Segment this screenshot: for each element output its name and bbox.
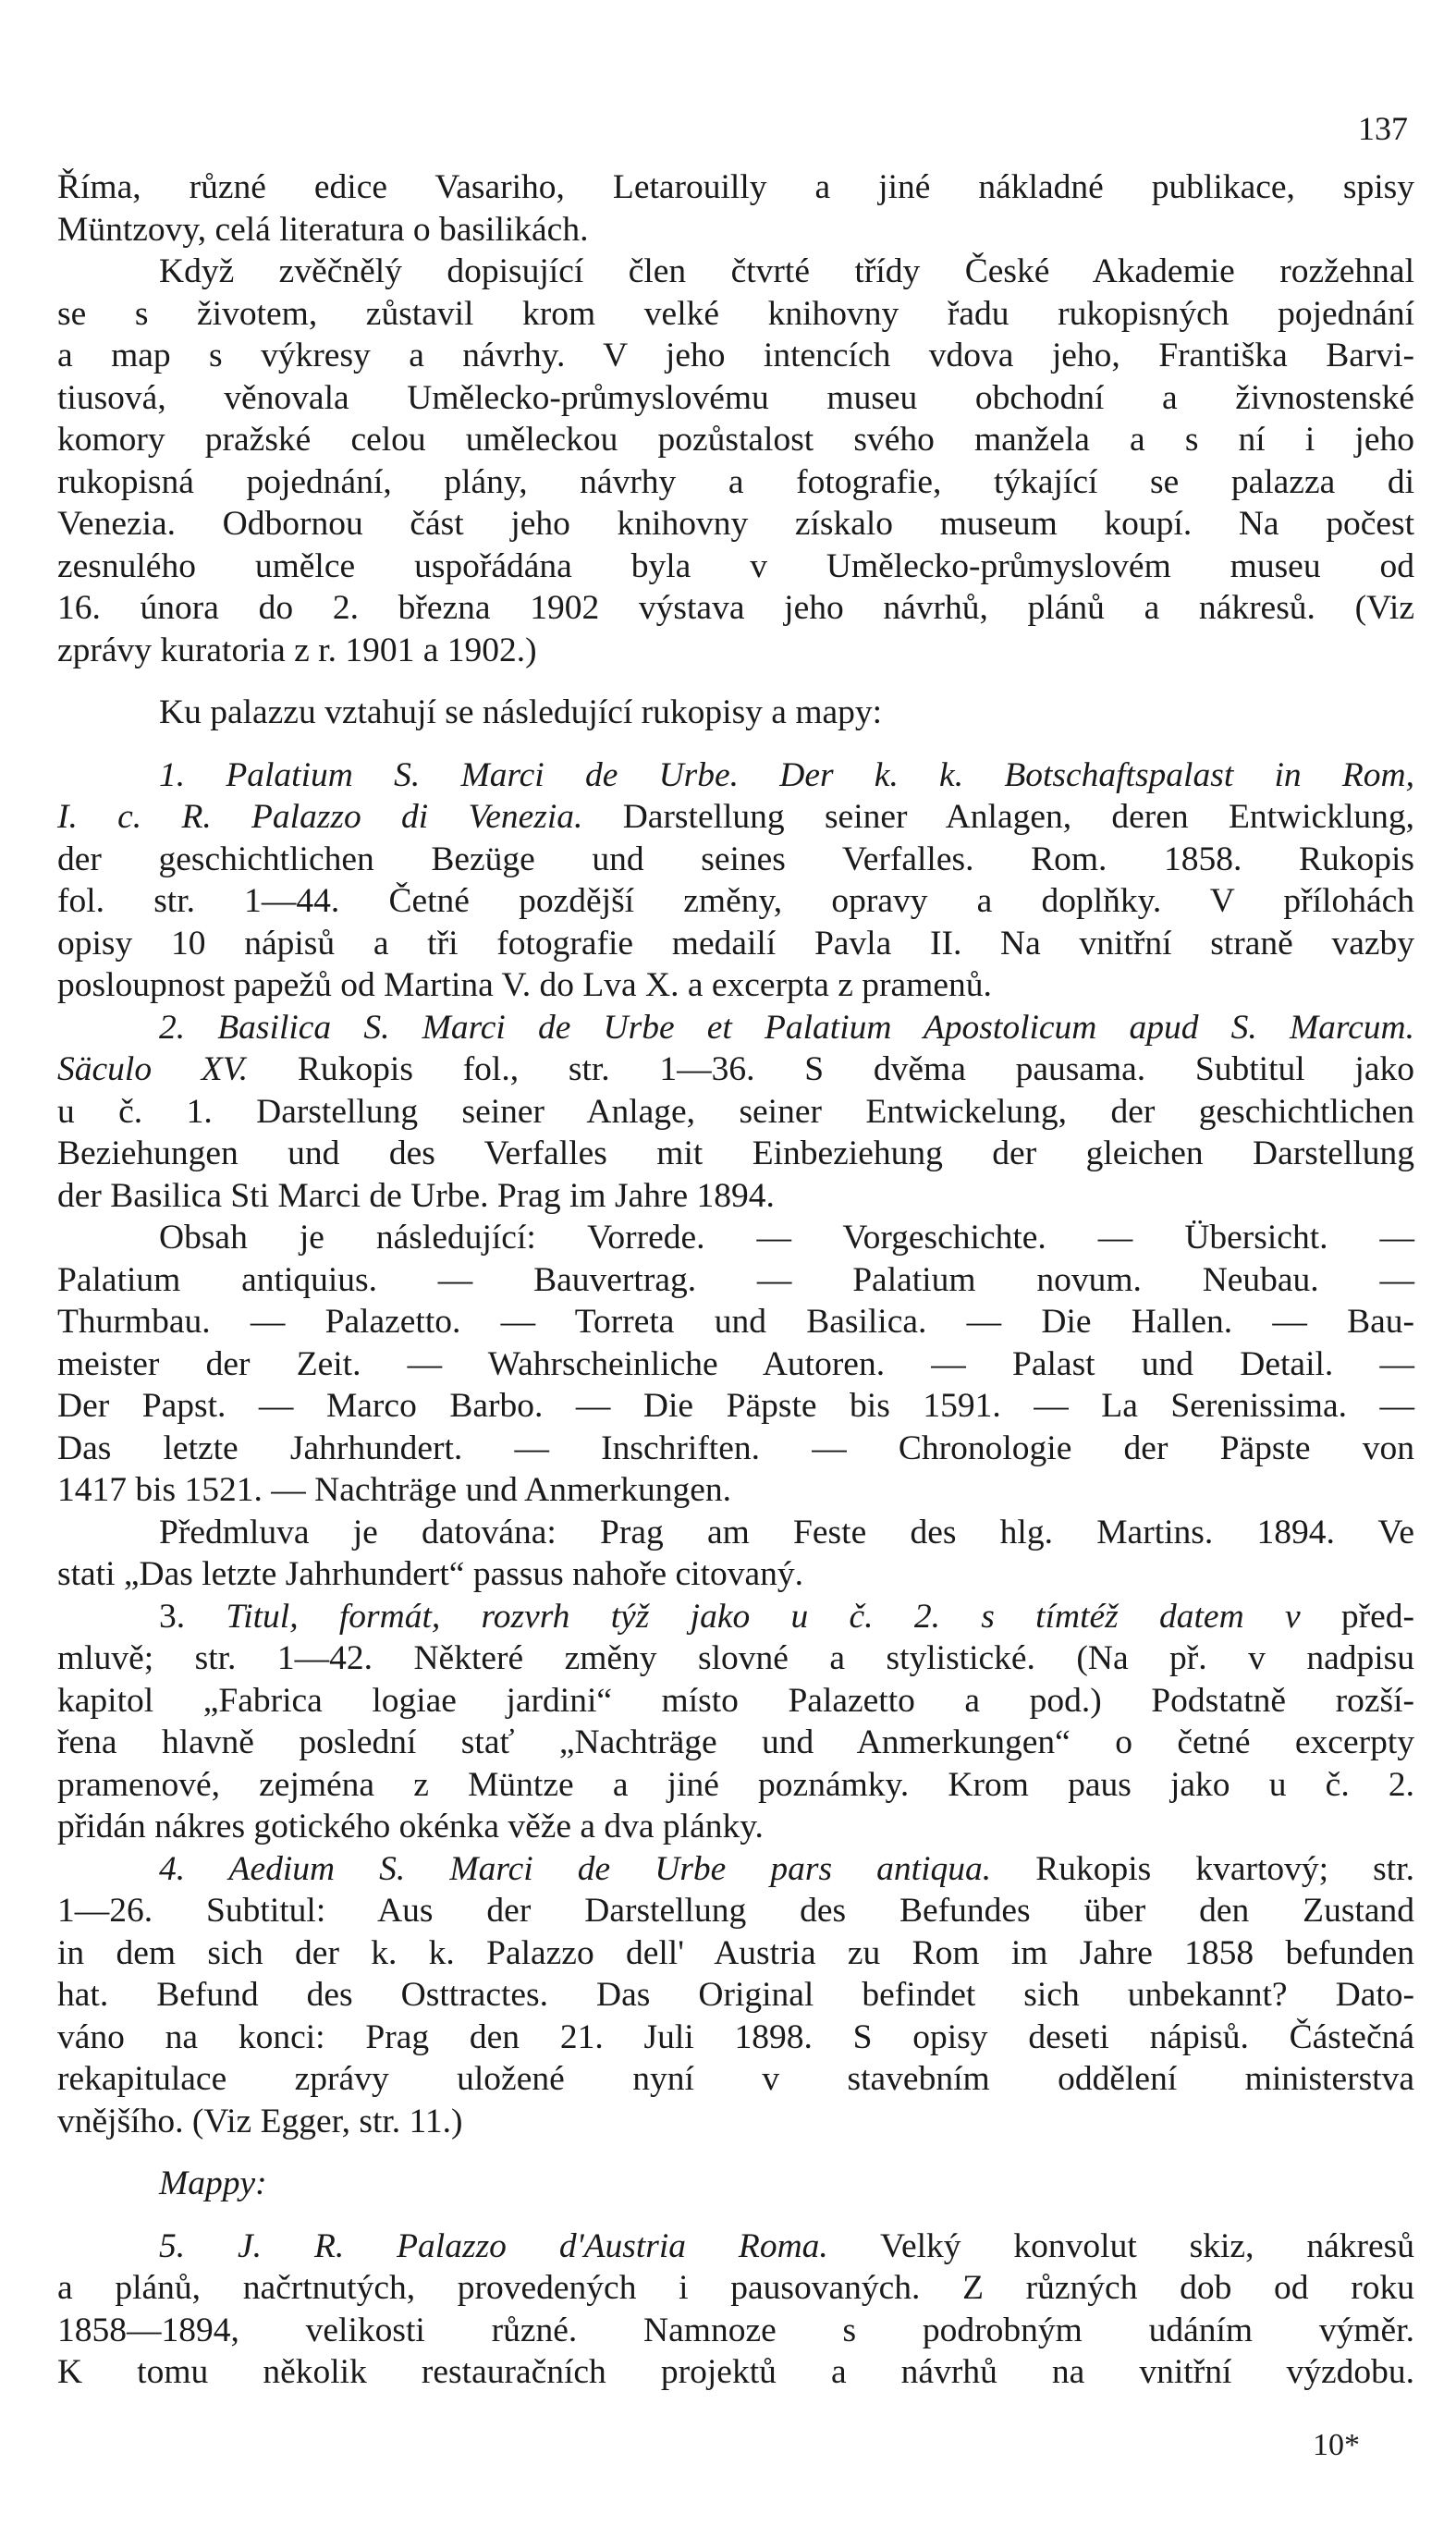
text-line	[57, 1848, 1414, 1891]
text-line	[57, 754, 1414, 797]
text-line	[57, 1596, 1414, 1638]
item-title: 4. Aedium S. Marci de Urbe pars antiqua.	[159, 1849, 992, 1888]
paragraph-contents	[57, 1217, 1414, 1512]
item-text: Darstellung seiner Anlagen, deren Entwicklung,	[582, 798, 1414, 836]
text-line	[57, 1007, 1414, 1049]
text-line: Předmluva je datována: Prag am Feste des hlg. Martins. 1894. Ve	[159, 1513, 1414, 1551]
text-line: in dem sich der k. k. Palazzo dell' Austria zu Rom im Jahre 1858 befunden	[57, 1933, 1414, 1972]
text-line: a map s výkresy a návrhy. V jeho intencích vdova jeho, Františka Barvi-	[57, 337, 1414, 374]
text-line: vnějšího. (Viz Egger, str. 11.)	[57, 2102, 463, 2140]
text-line: tiusová, věnovala Umělecko-průmyslovému museu obchodní a živnostenské	[57, 378, 1414, 417]
item-title: Titul, formát, rozvrh týž jako u č. 2. s tímtéž datem v	[226, 1597, 1301, 1636]
text-line: Das letzte Jahrhundert. — Inschriften. — Chronologie der Päpste von	[57, 1429, 1414, 1467]
text-line: stati „Das letzte Jahrhundert“ passus nahoře citovaný.	[57, 1555, 804, 1593]
text-line: 1—26. Subtitul: Aus der Darstellung des Befundes über den Zustand	[57, 1892, 1414, 1930]
text-line	[57, 796, 1414, 839]
text-line: přidán nákres gotického okénka věže a dva plánky.	[57, 1808, 764, 1845]
paragraph-preface	[57, 1512, 1414, 1596]
text-line: der geschichtlichen Bezüge und seines Verfalles. Rom. 1858. Rukopis	[57, 840, 1414, 878]
text-line: Říma, různé edice Vasariho, Letarouilly a jiné nákladné publikace, spisy	[57, 168, 1414, 206]
text-line: 16. února do 2. března 1902 výstava jeho návrhů, plánů a nákresů. (Viz	[57, 589, 1414, 627]
text-line: hat. Befund des Osttractes. Das Original befindet sich unbekannt? Dato-	[57, 1976, 1414, 2014]
body-text	[57, 166, 1414, 2394]
list-item-4	[57, 1848, 1414, 2143]
item-title: 5. J. R. Palazzo d'Austria Roma.	[159, 2226, 828, 2265]
item-text: Rukopis kvartový; str.	[991, 1849, 1414, 1888]
text-line: Venezia. Odbornou část jeho knihovny získalo museum koupí. Na počest	[57, 505, 1414, 543]
text-line: kapitol „Fabrica logiae jardini“ místo Palazetto a pod.) Podstatně rozší-	[57, 1681, 1414, 1720]
maps-heading	[57, 2163, 1414, 2205]
text-line: rekapitulace zprávy uložené nyní v stavebním oddělení ministerstva	[57, 2060, 1414, 2098]
text-line: 1858—1894, velikosti různé. Namnoze s podrobným udáním výměr.	[57, 2311, 1414, 2349]
text-line: zprávy kuratoria z r. 1901 a 1902.)	[57, 631, 537, 669]
list-item-2	[57, 1007, 1414, 1218]
text-line: komory pražské celou uměleckou pozůstalost svého manžela a s ní i jeho	[57, 421, 1414, 459]
paragraph-continuation	[57, 166, 1414, 251]
text-line	[57, 1048, 1414, 1091]
text-line: posloupnost papežů od Martina V. do Lva X. a excerpta z pramenů.	[57, 966, 992, 1004]
list-item-1	[57, 754, 1414, 1007]
page-number: 137	[1358, 110, 1408, 147]
item-text: před-	[1300, 1597, 1415, 1636]
paragraph-bequest	[57, 251, 1414, 671]
text-line: Müntzovy, celá literatura o basilikách.	[57, 210, 589, 249]
text-line: Když zvěčnělý dopisující člen čtvrté třídy České Akademie rozžehnal	[159, 252, 1414, 290]
text-line: pramenové, zejména z Müntze a jiné poznámky. Krom paus jako u č. 2.	[57, 1765, 1414, 1804]
item-title: 2. Basilica S. Marci de Urbe et Palatium Apostolicum apud S. Marcum.	[159, 1008, 1414, 1047]
text-line: zesnulého umělce uspořádána byla v Umělecko-průmyslovém museu od	[57, 546, 1414, 585]
text-line: se s životem, zůstavil krom velké knihovny řadu rukopisných pojednání	[57, 294, 1414, 333]
text-line: řena hlavně poslední stať „Nachträge und Anmerkungen“ o četné excerpty	[57, 1723, 1414, 1761]
text-line: Beziehungen und des Verfalles mit Einbeziehung der gleichen Darstellung	[57, 1134, 1414, 1172]
list-item-3	[57, 1596, 1414, 1848]
text-line: der Basilica Sti Marci de Urbe. Prag im Jahre 1894.	[57, 1176, 775, 1215]
text-line: fol. str. 1—44. Četné pozdější změny, opravy a doplňky. V přílohách	[57, 882, 1414, 920]
section-heading: Mappy:	[159, 2164, 267, 2202]
text-line: Thurmbau. — Palazetto. — Torreta und Basilica. — Die Hallen. — Bau-	[57, 1303, 1414, 1341]
text-line: u č. 1. Darstellung seiner Anlage, seiner Entwickelung, der geschichtlichen	[57, 1092, 1414, 1131]
text-line	[57, 2163, 1414, 2205]
text-line: opisy 10 nápisů a tři fotografie medailí Pavla II. Na vnitřní straně vazby	[57, 924, 1414, 963]
item-title: I. c. R. Palazzo di Venezia.	[57, 798, 583, 836]
item-title: Säculo XV.	[57, 1050, 249, 1088]
item-title: 1. Palatium S. Marci de Urbe. Der k. k. Botschaftspalast in Rom,	[159, 755, 1414, 794]
text-line: meister der Zeit. — Wahrscheinliche Autoren. — Palast und Detail. —	[57, 1344, 1414, 1383]
item-text: Velký konvolut skiz, nákresů	[827, 2226, 1414, 2265]
text-line: K tomu několik restauračních projektů a návrhů na vnitřní výzdobu.	[57, 2353, 1414, 2391]
item-number: 3.	[159, 1597, 226, 1636]
text-line: Ku palazzu vztahují se následující rukopisy a mapy:	[159, 693, 883, 731]
text-line	[57, 2226, 1414, 2268]
text-line: a plánů, načrtnutých, provedených i pausovaných. Z různých dob od roku	[57, 2269, 1414, 2307]
text-line: rukopisná pojednání, plány, návrhy a fotografie, týkající se palazza di	[57, 462, 1414, 501]
text-line: váno na konci: Prag den 21. Juli 1898. S opisy deseti nápisů. Částečná	[57, 2017, 1414, 2056]
list-item-5	[57, 2226, 1414, 2394]
item-text: Rukopis fol., str. 1—36. S dvěma pausama. Subtitul jako	[248, 1050, 1414, 1088]
text-line: mluvě; str. 1—42. Některé změny slovné a stylistické. (Na př. v nadpisu	[57, 1639, 1414, 1677]
text-line: 1417 bis 1521. — Nachträge und Anmerkungen.	[57, 1471, 732, 1509]
text-line: Palatium antiquius. — Bauvertrag. — Palatium novum. Neubau. —	[57, 1260, 1414, 1299]
signature-mark: 10*	[1313, 2428, 1360, 2462]
list-intro	[57, 692, 1414, 734]
text-line: Der Papst. — Marco Barbo. — Die Päpste bis 1591. — La Serenissima. —	[57, 1387, 1414, 1425]
text-line: Obsah je následující: Vorrede. — Vorgeschichte. — Übersicht. —	[159, 1219, 1414, 1257]
